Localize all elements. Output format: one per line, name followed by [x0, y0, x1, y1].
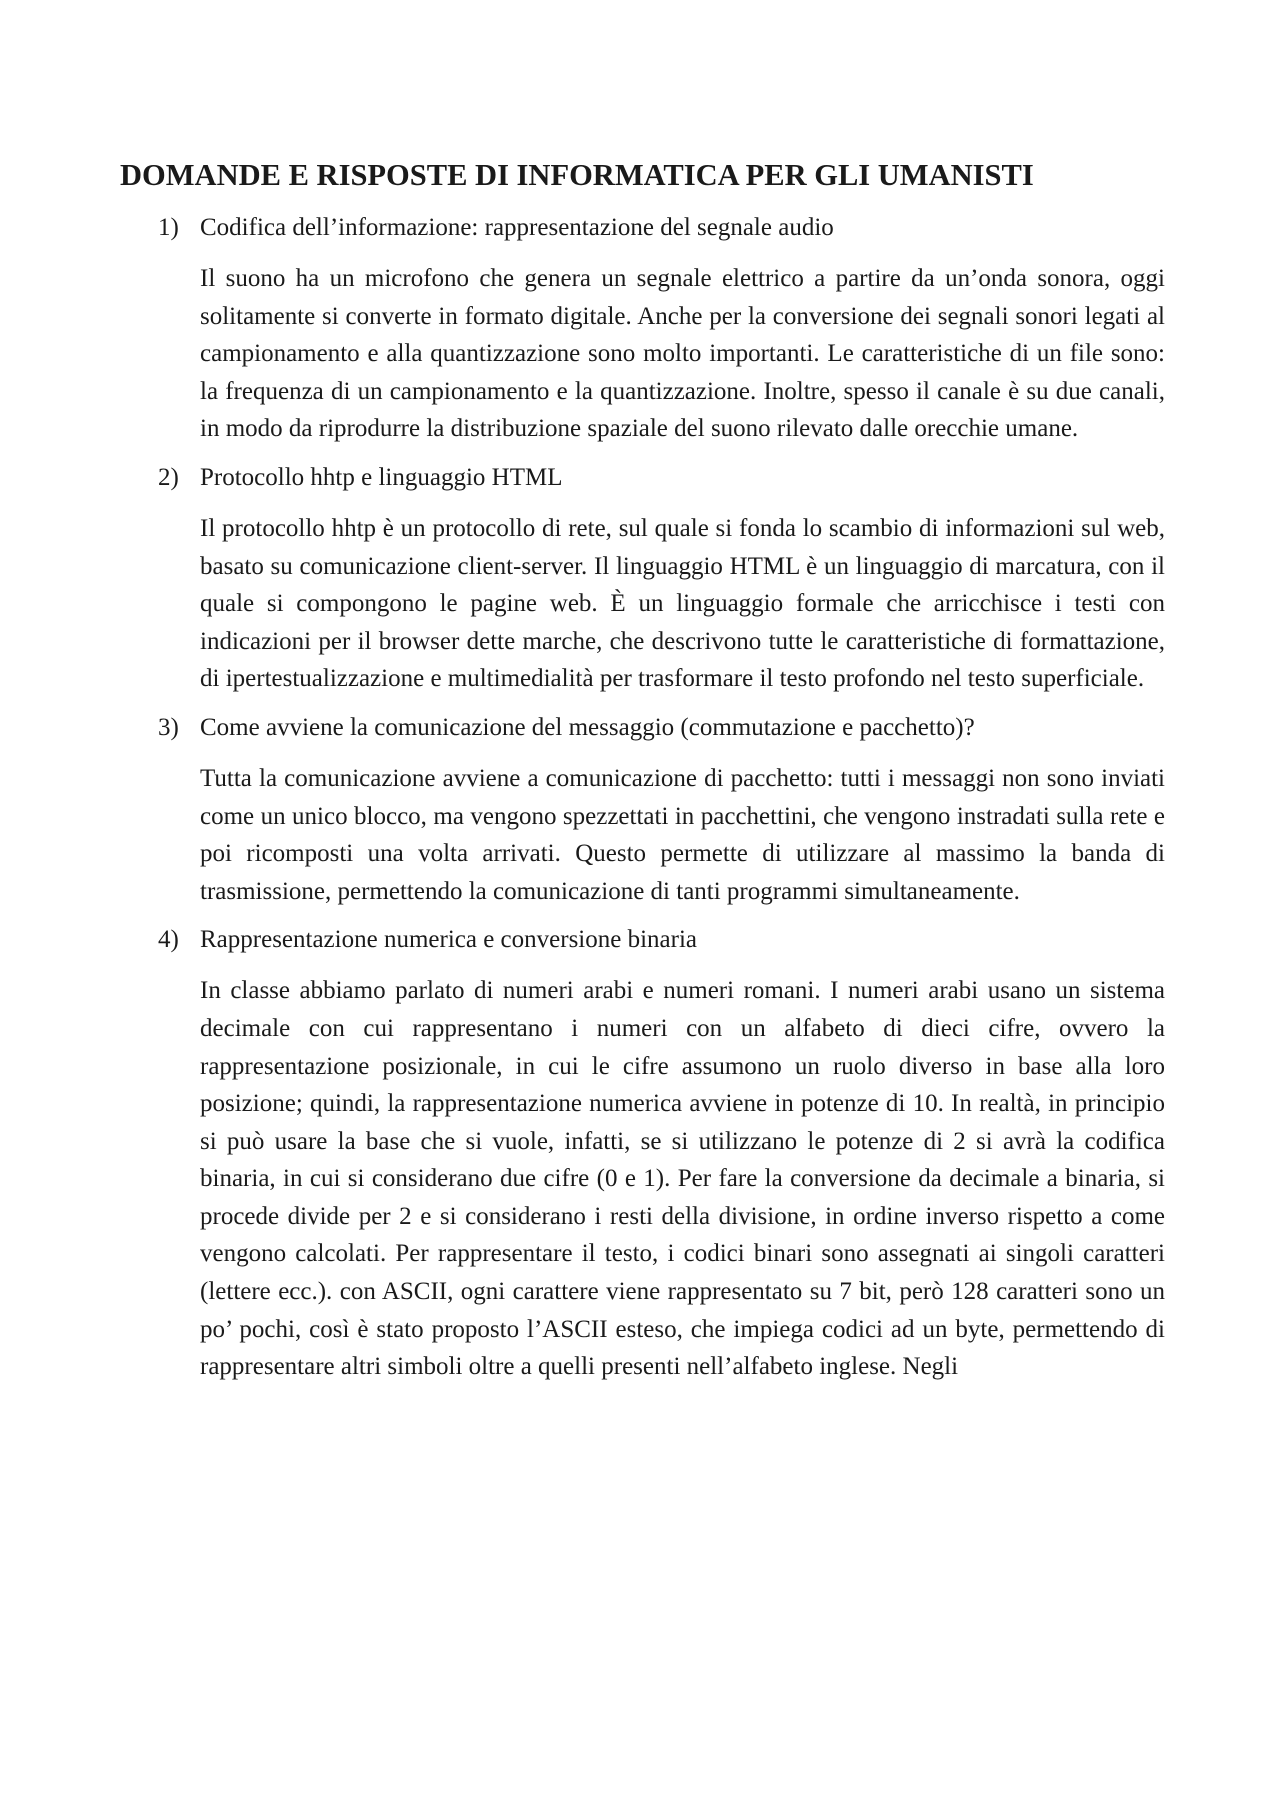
question-item	[0, 460, 1280, 698]
question-heading	[0, 922, 1280, 958]
question-item	[0, 710, 1280, 910]
question-heading	[0, 710, 1280, 746]
answer-paragraph: Tutta la comunicazione avviene a comunicazione di pacchetto: tutti i messaggi non sono inviati come un unico blocco, ma vengono spezzettati in pacchettini, che vengono instradati sulla rete e poi ricomposti una volta arrivati. Questo permette di utilizzare al massimo la banda di trasmissione, permettendo la comunicazione di tanti programmi simultaneamente.	[200, 764, 1165, 905]
answer-paragraph: Il suono ha un microfono che genera un segnale elettrico a partire da un’onda sonora, oggi solitamente si converte in formato digitale. Anche per la conversione dei segnali sonori legati al campionamento e alla quantizzazione sono molto importanti. Le caratteristiche di un file sono: la frequenza di un campionamento e la quantizzazione. Inoltre, spesso il canale è su due canali, in modo da riprodurre la distribuzione spaziale del suono rilevato dalle orecchie umane.	[200, 265, 1165, 443]
question-text: Codifica dell’informazione: rappresentazione del segnale audio	[200, 214, 834, 241]
question-text: Rappresentazione numerica e conversione binaria	[200, 926, 697, 954]
question-heading	[0, 460, 1280, 496]
question-list	[0, 210, 1280, 1398]
answer-paragraph: Il protocollo hhtp è un protocollo di rete, sul quale si fonda lo scambio di informazioni sul web, basato su comunicazione client-server. Il linguaggio HTML è un linguaggio di marcatura, con il quale si compongono le pagine web. È un linguaggio formale che arricchisce i testi con indicazioni per il browser dette marche, che descrivono tutte le caratteristiche di formattazione, di ipertestualizzazione e multimedialità per trasformare il testo profondo nel testo superficiale.	[200, 514, 1165, 693]
question-number: 4)	[158, 926, 179, 954]
question-number: 3)	[158, 713, 179, 741]
question-text: Come avviene la comunicazione del messaggio (commutazione e pacchetto)?	[200, 713, 975, 741]
question-heading	[0, 210, 1280, 246]
document-title: DOMANDE E RISPOSTE DI INFORMATICA PER GLI UMANISTI	[120, 158, 1034, 192]
question-text: Protocollo hhtp e linguaggio HTML	[200, 463, 563, 491]
question-item	[0, 922, 1280, 1386]
question-item	[0, 210, 1280, 448]
answer-paragraph: In classe abbiamo parlato di numeri arabi e numeri romani. I numeri arabi usano un sistema decimale con cui rappresentano i numeri con un alfabeto di dieci cifre, ovvero la rappresentazione posizionale, in cui le cifre assumono un ruolo diverso in base alla loro posizione; quindi, la rappresentazione numerica avviene in potenze di 10. In realtà, in principio si può usare la base che si vuole, infatti, se si utilizzano le potenze di 2 si avrà la codifica binaria, in cui si considerano due cifre (0 e 1). Per fare la conversione da decimale a binaria, si procede divide per 2 e si considerano i resti della divisione, in ordine inverso rispetto a come vengono calcolati. Per rappresentare il testo, i codici binari sono assegnati ai singoli caratteri (lettere ecc.). con ASCII, ogni carattere viene rappresentato su 7 bit, però 128 caratteri sono un po’ pochi, così è stato proposto l’ASCII esteso, che impiega codici ad un byte, permettendo di rappresentare altri simboli oltre a quelli presenti nell’alfabeto inglese. Negli	[200, 977, 1165, 1381]
question-number: 1)	[158, 214, 179, 241]
question-number: 2)	[158, 463, 179, 491]
